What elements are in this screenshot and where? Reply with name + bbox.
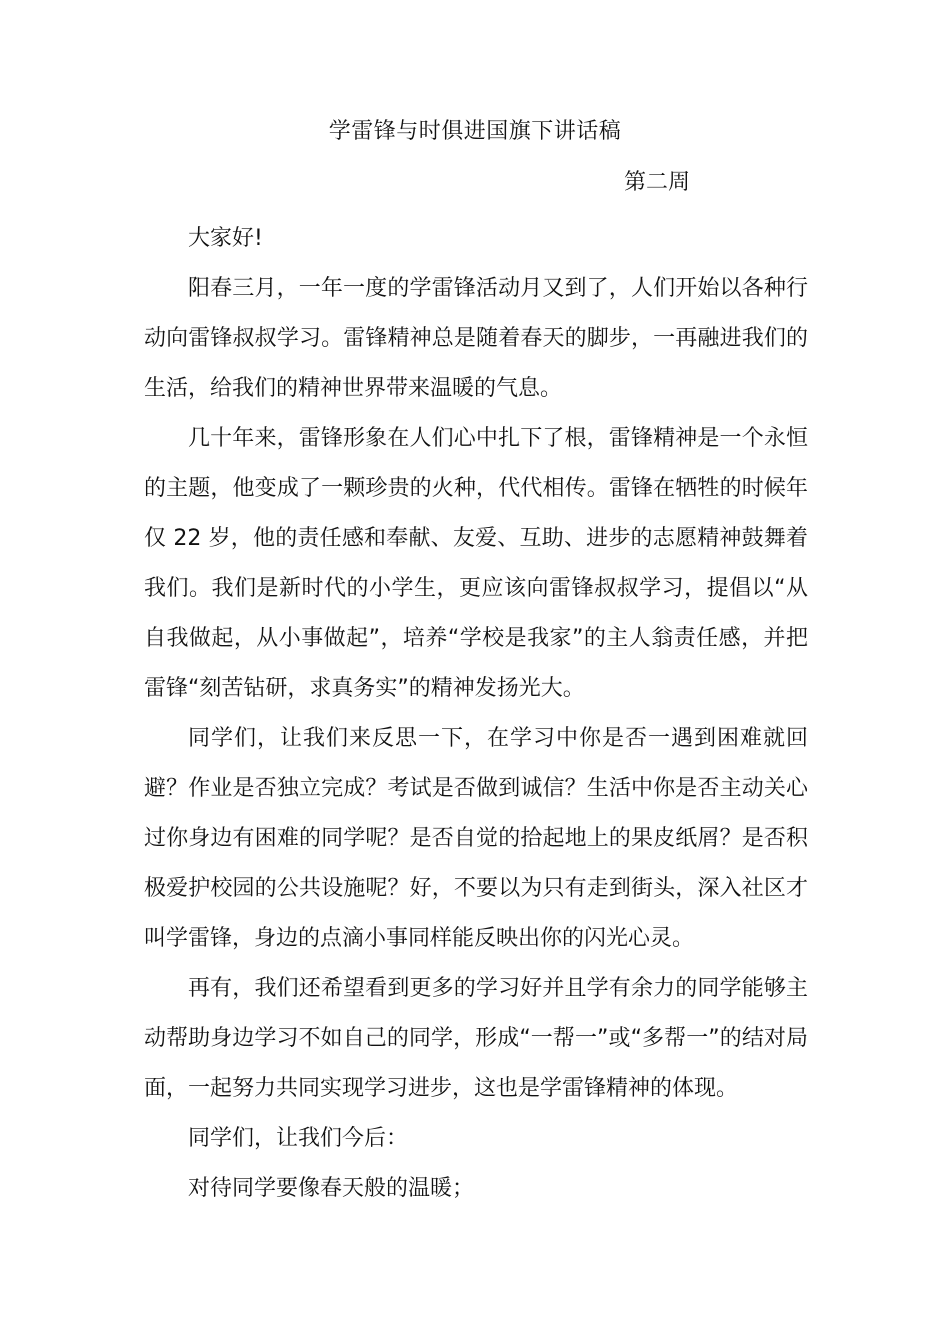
body-paragraph: 阳春三月，一年一度的学雷锋活动月又到了，人们开始以各种行动向雷锋叔叔学习。雷锋精神总是随着春天的脚步，一再融进我们的生活，给我们的精神世界带来温暖的气息。 [144,276,808,401]
body-paragraph: 同学们，让我们来反思一下，在学习中你是否一遇到困难就回避？作业是否独立完成？考试是否做到诚信？生活中你是否主动关心过你身边有困难的同学呢？是否自觉的拾起地上的果皮纸屑？是否积极爱护校园的公共设施呢？好，不要以为只有走到街头，深入社区才叫学雷锋，身边的点滴小事同样能反映出你的闪光心灵。 [144,726,808,951]
body-paragraph: 对待同学要像春天般的温暖； [188,1176,475,1201]
body-paragraph: 同学们，让我们今后： [188,1126,409,1151]
body-paragraph: 再有，我们还希望看到更多的学习好并且学有余力的同学能够主动帮助身边学习不如自己的同学，形成“一帮一”或“多帮一”的结对局面，一起努力共同实现学习进步，这也是学雷锋精神的体现。 [144,976,808,1101]
week-label: 第二周 [624,170,691,195]
body-paragraph: 几十年来，雷锋形象在人们心中扎下了根，雷锋精神是一个永恒的主题，他变成了一颗珍贵的火种，代代相传。雷锋在牺牲的时候年仅 22 岁，他的责任感和奉献、友爱、互助、进步的志愿精神鼓舞着我们。我们是新时代的小学生，更应该向雷锋叔叔学习，提倡以“从自我做起，从小事做起”，培养“学校是我家”的主人翁责任感，并把雷锋“刻苦钻研，求真务实”的精神发扬光大。 [144,426,808,701]
document-title: 学雷锋与时俱进国旗下讲话稿 [328,119,622,144]
greeting-paragraph: 大家好! [188,226,263,251]
document-body [144,214,808,1214]
